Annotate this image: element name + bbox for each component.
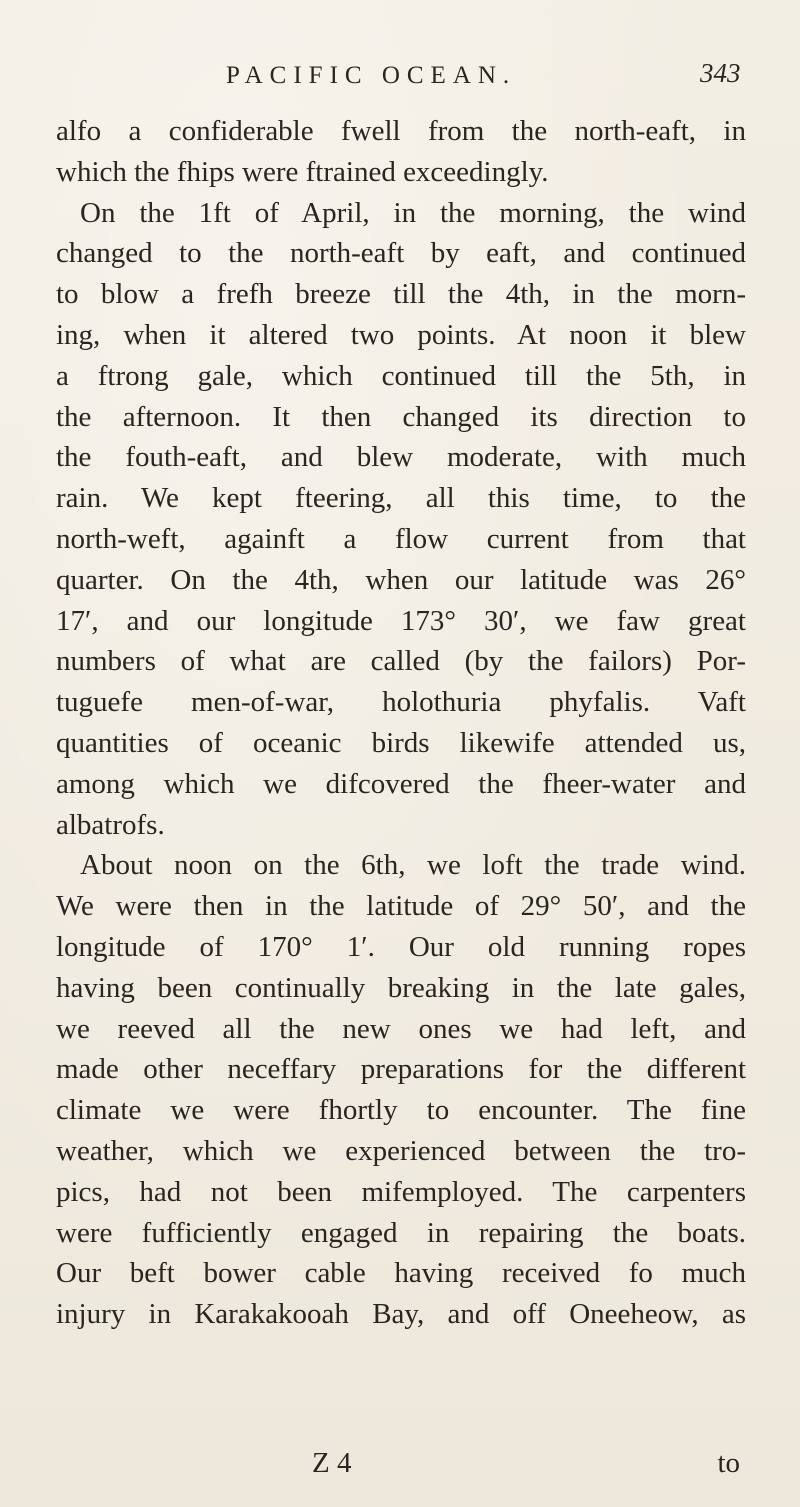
text-line: rain. We kept fteering, all this time, to the bbox=[56, 482, 746, 515]
body-text bbox=[56, 111, 746, 1335]
page-number: 343 bbox=[700, 58, 741, 88]
text-line: 17′, and our longitude 173° 30′, we faw great bbox=[56, 604, 746, 637]
text-line: we reeved all the new ones we had left, and bbox=[56, 1012, 746, 1045]
text-line: north-weft, againft a flow current from that bbox=[56, 522, 746, 555]
text-line: climate we were fhortly to encounter. The fine bbox=[56, 1094, 746, 1127]
text-line: About noon on the 6th, we loft the trade wind. bbox=[80, 849, 746, 882]
text-line: tuguefe men-of-war, holothuria phyfalis. Vaft bbox=[56, 686, 746, 719]
text-line: having been continually breaking in the late gales, bbox=[56, 971, 746, 1004]
text-line: On the 1ft of April, in the morning, the wind bbox=[80, 196, 746, 229]
text-line: ing, when it altered two points. At noon it blew bbox=[56, 318, 746, 351]
text-line: We were then in the latitude of 29° 50′, and the bbox=[56, 890, 746, 923]
footer-line bbox=[56, 1447, 746, 1487]
signature-mark: Z 4 bbox=[312, 1447, 352, 1479]
text-line: quantities of oceanic birds likewife attended us, bbox=[56, 726, 746, 759]
text-line: which the fhips were ftrained exceedingly. bbox=[56, 155, 549, 188]
text-line: quarter. On the 4th, when our latitude was 26° bbox=[56, 563, 746, 596]
text-line: a ftrong gale, which continued till the 5th, in bbox=[56, 359, 746, 392]
text-line: among which we difcovered the fheer-water and bbox=[56, 767, 746, 800]
text-line: albatrofs. bbox=[56, 808, 165, 841]
text-line: made other neceffary preparations for the different bbox=[56, 1053, 746, 1086]
running-head: PACIFIC OCEAN. bbox=[226, 62, 517, 89]
text-line: weather, which we experienced between the tro- bbox=[56, 1134, 746, 1167]
text-line: to blow a frefh breeze till the 4th, in the morn- bbox=[56, 278, 746, 311]
text-line: injury in Karakakooah Bay, and off Oneeheow, as bbox=[56, 1298, 746, 1331]
text-line: the afternoon. It then changed its direction to bbox=[56, 400, 746, 433]
catchword: to bbox=[717, 1447, 740, 1479]
text-line: Our beft bower cable having received fo much bbox=[56, 1257, 746, 1290]
text-line: the fouth-eaft, and blew moderate, with much bbox=[56, 441, 746, 474]
text-line: changed to the north-eaft by eaft, and continued bbox=[56, 237, 746, 270]
text-line: longitude of 170° 1′. Our old running ropes bbox=[56, 930, 746, 963]
text-line: alfo a confiderable fwell from the north-eaft, in bbox=[56, 115, 746, 147]
text-line: numbers of what are called (by the failors) Por- bbox=[56, 645, 746, 678]
text-line: pics, had not been mifemployed. The carpenters bbox=[56, 1175, 746, 1208]
text-line: were fufficiently engaged in repairing the boats. bbox=[56, 1216, 746, 1249]
